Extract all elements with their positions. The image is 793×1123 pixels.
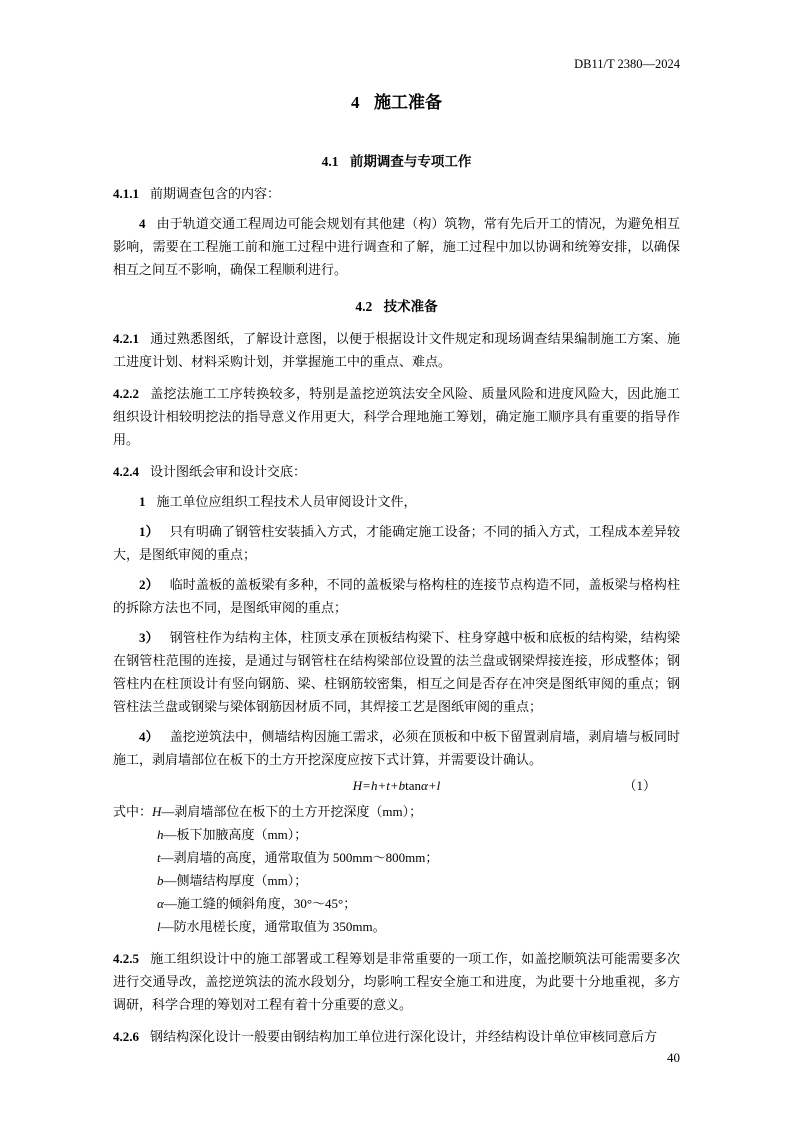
formula-variable: b [157,873,164,888]
item-label: 4.1 [321,154,339,169]
item-label: 4.2 [355,299,373,314]
item-label: 4.2.6 [113,1029,139,1044]
text-run: 前期调查包含的内容： [150,186,281,201]
text-run: —剥肩墙的高度，通常取值为 500mm～800mm； [160,850,439,865]
text-run: 钢结构深化设计一般要由钢结构加工单位进行深化设计，并经结构设计单位审核同意后方 [150,1029,658,1044]
item-label: 4.2.5 [113,951,139,966]
numbered-item-4 [113,212,680,281]
text-run: —施工缝的倾斜角度，30°～45°； [163,896,357,911]
item-label: 4.2.2 [113,386,139,401]
text-run: tan [405,778,421,793]
item-label: 4 [351,93,360,112]
clause-4-2-5 [113,947,680,1016]
item-label: 1） [139,524,159,539]
text-run: —防水甩槎长度，通常取值为 350mm。 [160,919,386,934]
text-run: 盖挖法施工工序转换较多，特别是盖挖逆筑法安全风险、质量风险和进度风险大，因此施工组织设计相较明挖法的指导意义作用更大，科学合理地施工筹划，确定施工顺序具有重要的指导作用。 [113,386,680,447]
text-run: 盖挖逆筑法中，侧墙结构因施工需求，必须在顶板和中板下留置剥肩墙，剥肩墙与板同时施工，剥肩墙部位在板下的土方开挖深度应按下式计算，并需要设计确认。 [113,729,680,767]
formula-variable: α [157,896,164,911]
text-run: 钢管柱作为结构主体，柱顶支承在顶板结构梁下、柱身穿越中板和底板的结构梁，结构梁在钢管柱范围的连接，是通过与钢管柱在结构梁部位设置的法兰盘或钢梁焊接连接，形成整体；钢管柱内在柱顶设计有竖向钢筋、梁、柱钢筋较密集，相互之间是否存在冲突是图纸审阅的重点；钢管柱法兰盘或钢梁与梁体钢筋因材质不同，其焊接工艺是图纸审阅的重点； [113,630,680,714]
formula-where-line [113,800,680,823]
formula-variable: h [157,827,164,842]
equation-number: （1） [623,778,656,793]
text-run: 临时盖板的盖板梁有多种，不同的盖板梁与格构柱的连接节点构造不同，盖板梁与格构柱的拆除方法也不同，是图纸审阅的重点； [113,577,680,615]
item-label: 1 [139,494,146,509]
formula-expression [353,778,440,793]
text-run: —侧墙结构厚度（mm）； [163,873,308,888]
text-run: 技术准备 [383,299,438,314]
text-run: 设计图纸会审和设计交底： [150,464,307,479]
section-heading-4-2 [113,295,680,318]
chapter-heading [113,90,680,116]
text-run: 通过熟悉图纸，了解设计意图，以便于根据设计文件规定和现场调查结果编制施工方案、施工进度计划、材料采购计划，并掌握施工中的重点、难点。 [113,331,680,369]
text-run: 施工组织设计中的施工部署或工程筹划是非常重要的一项工作，如盖挖顺筑法可能需要多次进行交通导改，盖挖逆筑法的流水段划分，均影响工程安全施工和进度，为此要十分地重视，多方调研，科学合理的筹划对工程有着十分重要的意义。 [113,951,680,1012]
variable-definition-h [113,823,680,846]
item-label: 4.2.1 [113,331,139,346]
numbered-item-4-paren [113,725,680,771]
text-run: 施工单位应组织工程技术人员审阅设计文件， [156,494,417,509]
variable-definition-l [113,915,680,938]
text-run: 由于轨道交通工程周边可能会规划有其他建（构）筑物，常有先后开工的情况，为避免相互影响，需要在工程施工前和施工过程中进行调查和了解，施工过程中加以协调和统筹安排，以确保相互之间互不影响，确保工程顺利进行。 [113,216,680,277]
item-label: 2） [139,577,159,592]
text-run: —板下加腋高度（mm）； [163,827,308,842]
formula-variable: α+l [421,778,441,793]
formula-variable: H=h+t+b [352,778,406,793]
text-run: 只有明确了钢管柱安装插入方式，才能确定施工设备；不同的插入方式，工程成本差异较大，是图纸审阅的重点； [113,524,680,562]
clause-4-2-6 [113,1025,680,1048]
item-label: 3） [139,630,159,645]
clause-4-1-1 [113,182,680,205]
document-body [113,90,680,1048]
text-run: —剥肩墙部位在板下的土方开挖深度（mm）； [161,804,423,819]
item-label: 4） [139,729,159,744]
clause-4-2-1 [113,327,680,373]
numbered-item-3-paren [113,626,680,718]
formula-variable: l [157,919,161,934]
item-label: 4.2.4 [113,464,139,479]
document-header [113,56,680,72]
text-run: 前期调查与专项工作 [349,154,472,169]
numbered-item-1-paren [113,520,680,566]
formula-variable: t [157,850,161,865]
formula-variable: H [152,804,162,819]
page-number: 40 [667,1050,680,1065]
clause-4-2-2 [113,382,680,451]
clause-4-2-4 [113,460,680,483]
variable-definition-b [113,869,680,892]
document-footer [667,1049,680,1067]
section-heading-4-1 [113,150,680,173]
variable-definition-t [113,846,680,869]
text-run: 施工准备 [373,93,442,112]
standard-code: DB11/T 2380—2024 [574,57,680,71]
item-label: 4 [139,216,146,231]
numbered-item-1 [113,490,680,513]
variable-definition-alpha [113,892,680,915]
formula-1 [113,774,680,797]
item-label: 4.1.1 [113,186,139,201]
numbered-item-2-paren [113,573,680,619]
text-run: 式中： [113,804,153,819]
